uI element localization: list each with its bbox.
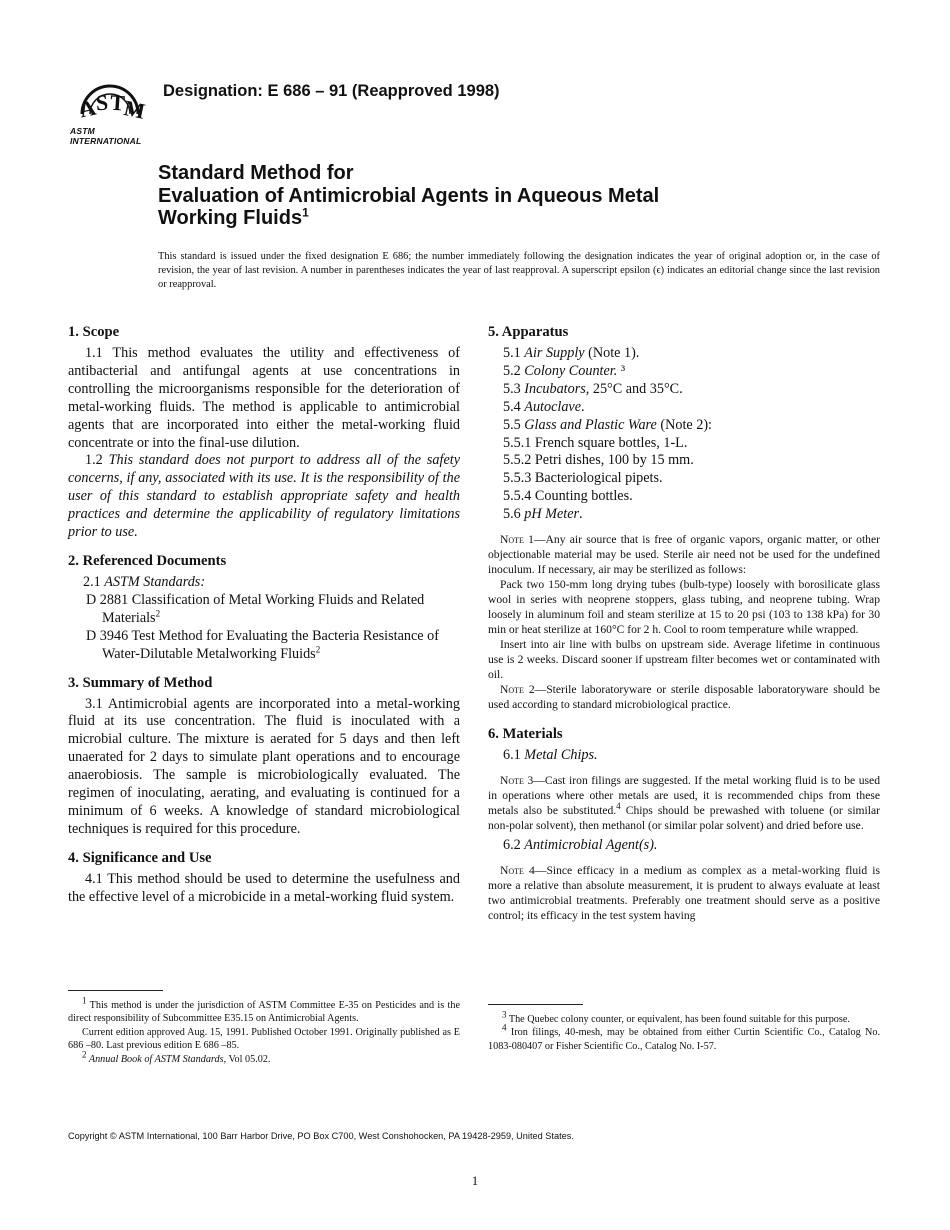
svg-text:S: S bbox=[95, 89, 110, 116]
title-line-3-text: Working Fluids bbox=[158, 207, 303, 229]
apparatus-item-num: 5.2 bbox=[503, 362, 525, 379]
apparatus-item-num: 5.1 bbox=[503, 345, 525, 361]
scope-heading: 1. Scope bbox=[68, 324, 120, 340]
footnote-4-text: Iron filings, 40-mesh, may be obtained from either Curtin Scientific Co., Catalog No. 1083-080407 or Fisher Scientific Co., Catalog No. I-57. bbox=[488, 1027, 880, 1052]
note-4-label: Note bbox=[500, 863, 524, 877]
title-line-3 bbox=[158, 207, 858, 230]
significance-4-1: 4.1 This method should be used to determine the usefulness and the effective level of a microbicide in a metal-working fluid system. bbox=[68, 870, 460, 905]
logo-caption: ASTM INTERNATIONAL bbox=[70, 126, 142, 146]
apparatus-item-rest: (Note 1). bbox=[584, 345, 640, 361]
note-1 bbox=[488, 532, 880, 577]
footnote-2 bbox=[68, 1049, 460, 1066]
footnotes-left bbox=[68, 990, 460, 1066]
svg-text:T: T bbox=[109, 89, 126, 116]
note-1-procedure: Pack two 150-mm long drying tubes (bulb-type) loosely with borosilicate glass wool in series with neoprene stoppers, glass tubing, and neoprene tubing. Wrap loosely in aluminum foil and steam sterilize at 15 to 20 psi (103 to 138 kPa) for 30 min or heat sterilize at 160°C for 2 h. Cool to room temperature while wrapped. bbox=[488, 578, 880, 637]
apparatus-item bbox=[488, 417, 880, 435]
materials-6-2 bbox=[488, 837, 880, 855]
footnote-1-text: This method is under the jurisdiction of ASTM Committee E-35 on Pesticides and is the direct responsibility of Subcommittee E35.15 on Antimicrobial Agents. bbox=[68, 1000, 460, 1025]
document-title bbox=[158, 162, 858, 230]
apparatus-item-label: Colony Counter. bbox=[524, 362, 618, 379]
title-line-2: Evaluation of Antimicrobial Agents in Aqueous Metal bbox=[158, 184, 660, 207]
section-scope bbox=[68, 322, 460, 542]
referenced-2-1-label: ASTM Standards: bbox=[104, 573, 206, 590]
footnote-2-sup: 2 bbox=[82, 1049, 87, 1060]
apparatus-item-rest: Bacteriological pipets. bbox=[534, 470, 663, 487]
title-footnote-ref: 1 bbox=[302, 205, 309, 220]
apparatus-item-label: Incubators bbox=[524, 380, 586, 397]
footnote-1-edition: Current edition approved Aug. 15, 1991. Published October 1991. Originally published as E 686 –80. Last previous edition E 686 –85. bbox=[68, 1026, 460, 1052]
footnotes-right bbox=[488, 1004, 880, 1053]
scope-1-1: 1.1 This method evaluates the utility and effectiveness of antibacterial and antifungal agents at use concentrations in controlling the microorganisms responsible for the deterioration of metal-working fluids. The method is applicable to antimicrobial agents that are incorporated into either the metal-working fluid concentrate or into the final-use dilution. bbox=[68, 345, 460, 451]
apparatus-item bbox=[488, 488, 880, 506]
designation: Designation: E 686 – 91 (Reapproved 1998) bbox=[163, 82, 500, 100]
footnote-3-sup: 3 bbox=[502, 1009, 507, 1020]
note-3-text-b: Chips should be prewashed with toluene (or similar non-polar solvent), then methanol (or similar polar solvent) and dried before use. bbox=[488, 803, 881, 832]
apparatus-item-rest: Petri dishes, 100 by 15 mm. bbox=[534, 452, 694, 469]
apparatus-item-rest: ³ bbox=[617, 362, 626, 379]
note-4 bbox=[488, 863, 880, 923]
scope-1-2-num: 1.2 bbox=[85, 452, 109, 469]
issuance-note: This standard is issued under the fixed designation E 686; the number immediately following the designation indicates the year of original adoption or, in the case of revision, the year of last revision. A number in parentheses indicates the year of last reapproval. A superscript epsilon (ϵ) indicates an editorial change since the last revision or reapproval. bbox=[158, 251, 880, 291]
materials-6-1 bbox=[488, 747, 880, 765]
page-number: 1 bbox=[471, 1173, 479, 1188]
apparatus-item-rest: Counting bottles. bbox=[534, 488, 633, 505]
note-2-label: Note bbox=[500, 683, 524, 697]
footnote-rule bbox=[488, 1004, 583, 1005]
reference-d3946 bbox=[70, 628, 460, 664]
significance-heading: 4. Significance and Use bbox=[68, 849, 212, 866]
footnote-3-text: The Quebec colony counter, or equivalent, has been found suitable for this purpose. bbox=[506, 1014, 850, 1025]
apparatus-item bbox=[488, 452, 880, 470]
footnote-4 bbox=[488, 1023, 880, 1053]
footnote-2-label: Annual Book of ASTM Standards bbox=[86, 1053, 224, 1065]
apparatus-item-rest: , 25°C and 35°C. bbox=[585, 380, 683, 397]
materials-6-2-num: 6.2 bbox=[503, 836, 525, 853]
apparatus-item-num: 5.5.4 bbox=[503, 488, 535, 505]
section-summary bbox=[68, 673, 460, 839]
note-3-label: Note bbox=[500, 773, 524, 787]
apparatus-item bbox=[488, 399, 880, 417]
apparatus-item-label: Glass and Plastic Ware bbox=[524, 416, 657, 433]
apparatus-item-rest: (Note 2): bbox=[656, 416, 713, 433]
section-significance bbox=[68, 848, 460, 907]
materials-6-1-label: Metal Chips. bbox=[524, 747, 598, 764]
left-column bbox=[68, 322, 460, 916]
footnote-2-text: , Vol 05.02. bbox=[223, 1053, 271, 1065]
note-4-text: 4—Since efficacy in a medium as complex as a metal-working fluid is more a relative than absolute measurement, it is prudent to always evaluate at least two antimicrobial treatments. Preferably one treatment should serve as a positive control; its efficacy in the test system having bbox=[488, 863, 880, 922]
apparatus-item-num: 5.3 bbox=[503, 380, 525, 397]
footnote-1 bbox=[68, 995, 460, 1026]
apparatus-item-num: 5.5.2 bbox=[503, 452, 535, 469]
footnote-3 bbox=[488, 1009, 880, 1026]
section-materials bbox=[488, 724, 880, 923]
reference-d2881-text: D 2881 Classification of Metal Working Fluids and Related Materials bbox=[86, 591, 425, 626]
title-line-1: Standard Method for bbox=[158, 162, 354, 184]
apparatus-item bbox=[488, 363, 880, 381]
scope-1-2-text: This standard does not purport to address all of the safety concerns, if any, associated with its use. It is the responsibility of the user of this standard to establish appropriate safety and health practices and determine the applicability of regulatory limitations prior to use. bbox=[68, 452, 461, 541]
apparatus-heading: 5. Apparatus bbox=[488, 324, 569, 340]
materials-6-2-label: Antimicrobial Agent(s). bbox=[524, 836, 658, 853]
note-3-sup: 4 bbox=[616, 801, 621, 812]
apparatus-item-rest: French square bottles, 1-L. bbox=[534, 434, 688, 451]
referenced-2-1 bbox=[68, 574, 460, 592]
note-1-text: 1—Any air source that is free of organic vapors, organic matter, or other objectionable material may be used. Sterile air need not be used for the undefined inoculum. If necessary, air may be sterilized as follows: bbox=[488, 533, 880, 577]
astm-logo bbox=[68, 70, 152, 146]
note-1-label: Note bbox=[500, 533, 524, 547]
right-column bbox=[488, 322, 880, 932]
apparatus-item bbox=[488, 470, 880, 488]
copyright-notice: Copyright © ASTM International, 100 Barr Harbor Drive, PO Box C700, West Conshohocken, PA 19428-2959, United States. bbox=[68, 1131, 574, 1141]
summary-heading: 3. Summary of Method bbox=[68, 674, 213, 691]
reference-d2881-sup: 2 bbox=[155, 608, 161, 619]
materials-heading: 6. Materials bbox=[488, 726, 563, 743]
note-3 bbox=[488, 773, 880, 833]
reference-d3946-text: D 3946 Test Method for Evaluating the Bacteria Resistance of Water-Dilutable Metalworking Fluids bbox=[86, 627, 439, 662]
referenced-2-1-num: 2.1 bbox=[83, 573, 105, 590]
note-2 bbox=[488, 682, 880, 712]
footnote-rule bbox=[68, 990, 163, 991]
apparatus-item-num: 5.5.1 bbox=[503, 434, 535, 451]
summary-3-1: 3.1 Antimicrobial agents are incorporated into a metal-working fluid at its use concentration. The fluid is inoculated with a microbial culture. The mixture is aerated for 5 days and then left unaerated for 2 days to simulate plant operations and to encourage anaerobiosis. The sample is microbiologically evaluated. The regimen of inoculating, aerating, and evaluating is continued for a minimum of 6 weeks. A knowledge of standard microbiological techniques is required for this procedure. bbox=[68, 695, 460, 837]
materials-6-1-num: 6.1 bbox=[503, 747, 525, 764]
apparatus-item bbox=[488, 435, 880, 453]
svg-text:M: M bbox=[121, 95, 148, 124]
apparatus-item-label: pH Meter bbox=[524, 506, 580, 523]
apparatus-item-num: 5.5 bbox=[503, 416, 525, 433]
reference-d3946-sup: 2 bbox=[315, 643, 321, 654]
apparatus-item-num: 5.5.3 bbox=[503, 470, 535, 487]
section-referenced-documents bbox=[68, 551, 460, 664]
apparatus-item-num: 5.4 bbox=[503, 398, 525, 415]
footnote-1-sup: 1 bbox=[82, 995, 87, 1006]
note-1-usage: Insert into air line with bulbs on upstream side. Average lifetime in continuous use is 2 weeks. Discard sooner if upstream filter becomes wet or contaminated with oil. bbox=[488, 638, 880, 682]
apparatus-item bbox=[488, 381, 880, 399]
note-3-text: 3—Cast iron filings are suggested. If the metal working fluid is to be used in operations where other metals are used, it is recommended chips from these metals also be substituted. bbox=[488, 773, 880, 817]
svg-text:A: A bbox=[77, 94, 99, 123]
note-2-text: 2—Sterile laboratoryware or sterile disposable laboratoryware should be used according to standard microbiological practice. bbox=[488, 683, 880, 712]
apparatus-item bbox=[488, 345, 880, 363]
apparatus-item-label: Air Supply bbox=[524, 345, 585, 361]
apparatus-item-num: 5.6 bbox=[503, 506, 525, 523]
scope-1-2 bbox=[68, 452, 460, 542]
apparatus-item bbox=[488, 506, 880, 524]
reference-d2881 bbox=[70, 592, 460, 628]
footnote-4-sup: 4 bbox=[502, 1023, 507, 1034]
apparatus-item-rest: . bbox=[581, 398, 585, 415]
section-apparatus bbox=[488, 322, 880, 712]
referenced-heading: 2. Referenced Documents bbox=[68, 552, 227, 569]
apparatus-item-label: Autoclave bbox=[524, 398, 582, 415]
apparatus-item-rest: . bbox=[579, 506, 583, 523]
